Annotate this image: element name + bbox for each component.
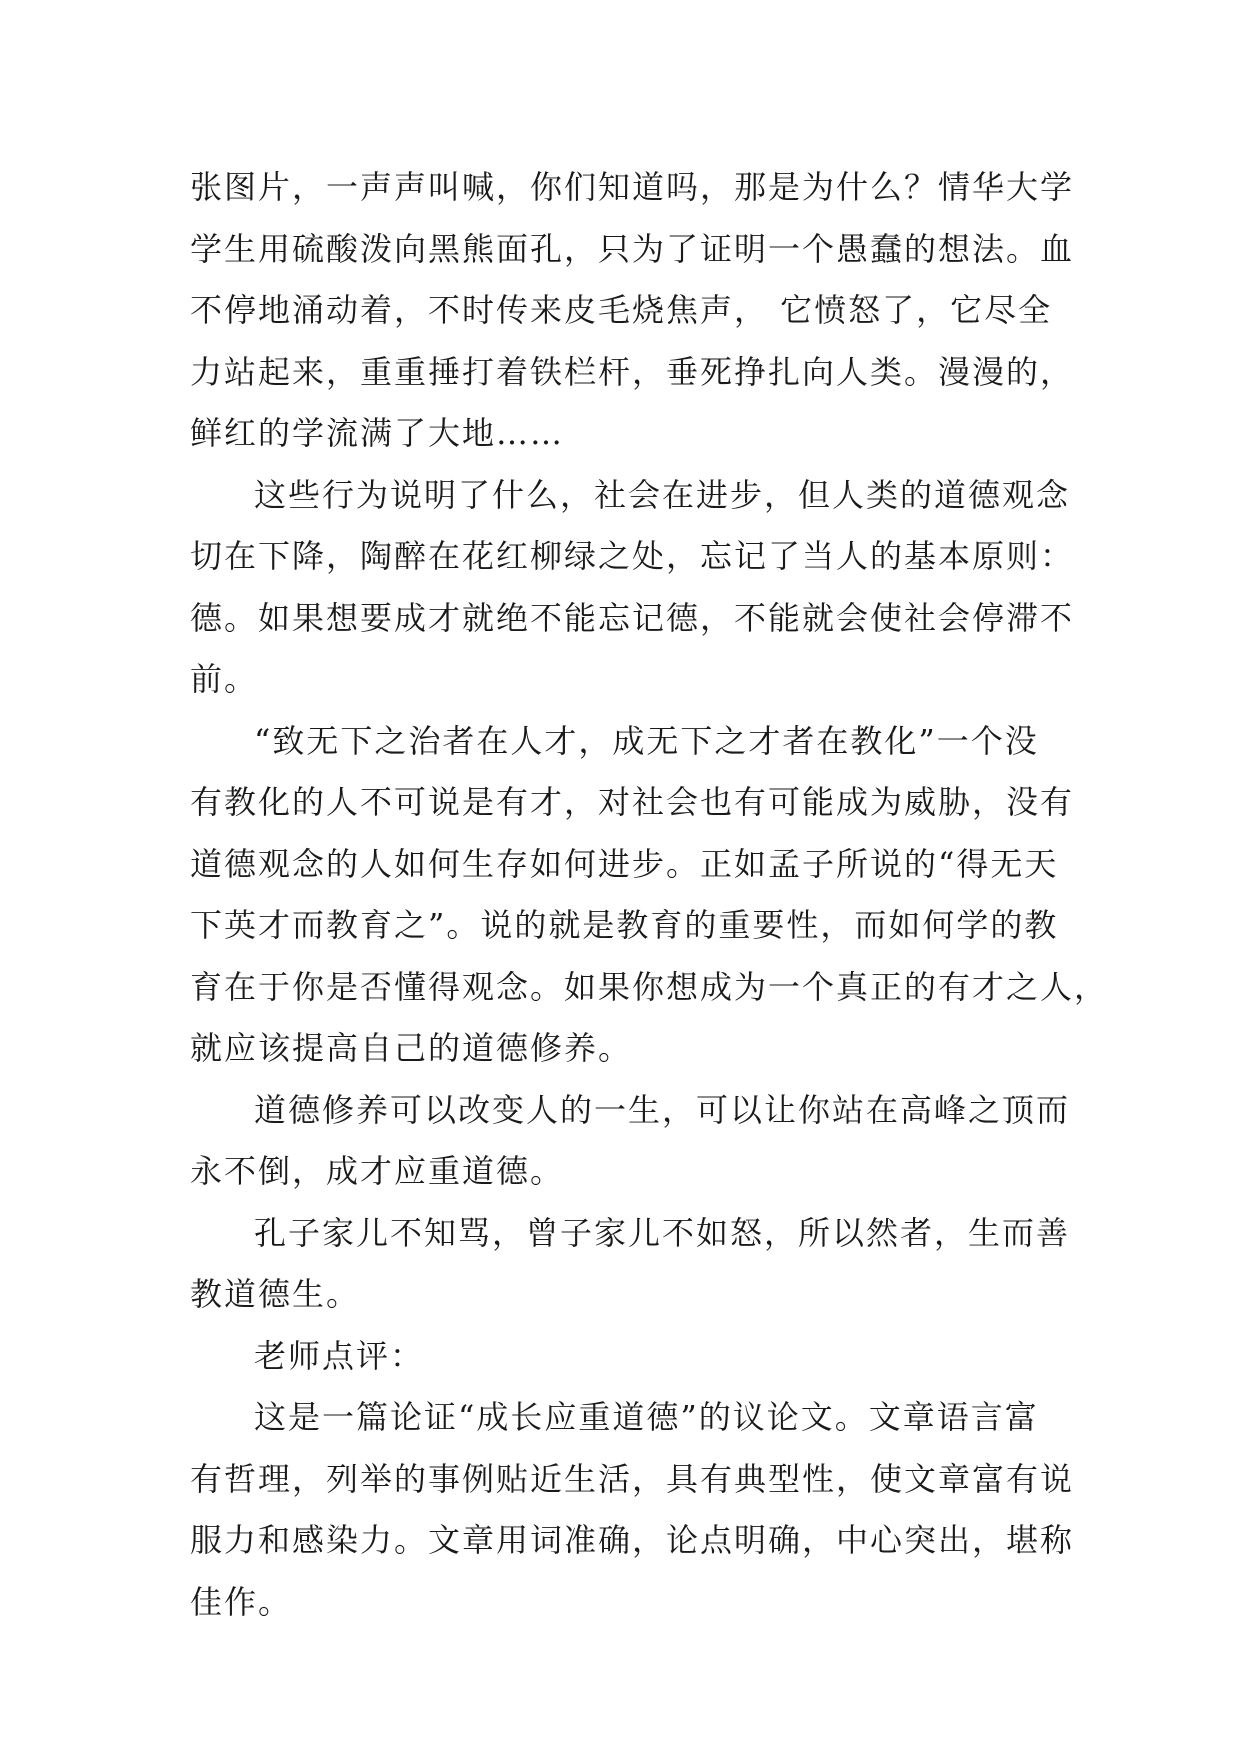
text-line: 德。如果想要成才就绝不能忘记德，不能就会使社会停滞不 [190,598,1075,637]
text-line: 道德修养可以改变人的一生，可以让你站在高峰之顶而 [254,1090,1071,1129]
text-line: 就应该提高自己的道德修养。 [190,1029,633,1067]
text-line: 永不倒，成才应重道德。 [190,1152,565,1190]
text-line: 这些行为说明了什么，社会在进步，但人类的道德观念 [254,475,1071,514]
text-line: 不停地涌动着，不时传来皮毛烧焦声， 它愤怒了，它尽全 [190,291,1053,329]
text-line: 老师点评： [254,1336,425,1375]
text-line: 佳作。 [190,1582,293,1621]
text-line: 下英才而教育之”。说的就是教育的重要性，而如何学的教 [190,906,1059,944]
text-line: 服力和感染力。文章用词准确，论点明确，中心突出，堪称 [190,1521,1075,1559]
text-line: 道德观念的人如何生存如何进步。正如孟子所说的“得无天 [190,844,1059,883]
text-line: 有教化的人不可说是有才，对社会也有可能成为威胁，没有 [190,783,1075,821]
text-line: 力站起来，重重捶打着铁栏杆，垂死挣扎向人类。漫漫的， [190,352,1075,391]
text-line: 教道德生。 [190,1275,361,1313]
text-line: 切在下降，陶醉在花红柳绿之处，忘记了当人的基本原则： [190,537,1075,575]
essay-body [190,157,1109,1633]
text-line: 孔子家儿不知骂，曾子家儿不如怒，所以然者，生而善 [254,1213,1071,1252]
text-line: 这是一篇论证“成长应重道德”的议论文。文章语言富 [254,1398,1039,1436]
text-line: 育在于你是否懂得观念。如果你想成为一个真正的有才之人， [190,967,1109,1006]
text-line: “致无下之治者在人才，成无下之才者在教化”一个没 [254,721,1039,760]
text-line: 前。 [190,660,259,698]
text-line: 有哲理，列举的事例贴近生活，具有典型性，使文章富有说 [190,1459,1075,1498]
text-line: 张图片，一声声叫喊，你们知道吗，那是为什么？情华大学 [190,168,1075,206]
text-line: 鲜红的学流满了大地…… [190,414,565,452]
text-line: 学生用硫酸泼向黑熊面孔，只为了证明一个愚蠢的想法。血 [190,229,1075,268]
